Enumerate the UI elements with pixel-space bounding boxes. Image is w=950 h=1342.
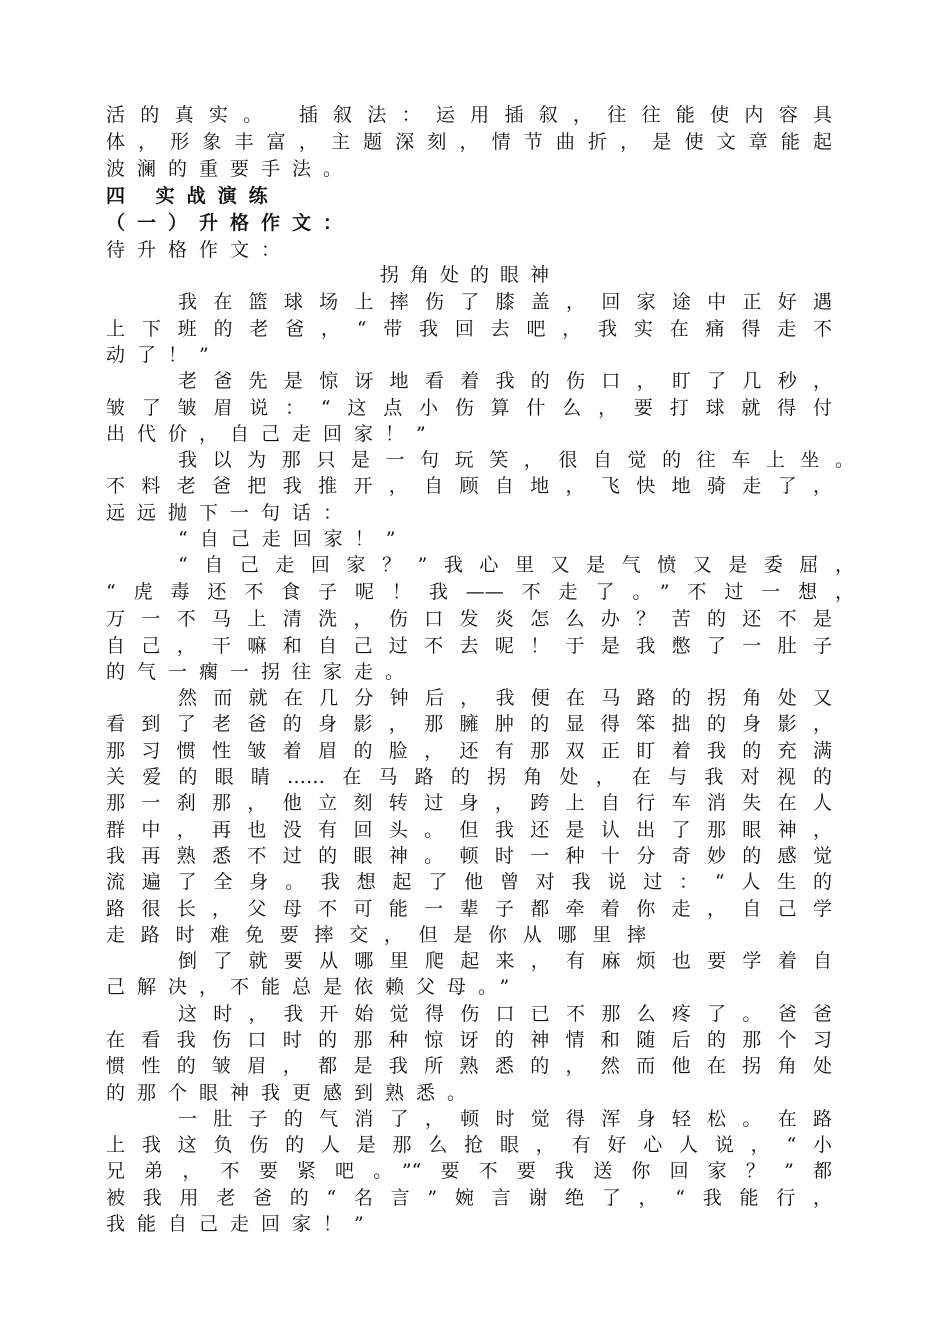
paragraph-line: 我在篮球场上摔伤了膝盖，回家途中正好遇 — [178, 291, 832, 313]
paragraph-line: 我以为那只是一句玩笑，很自觉的往车上坐。 — [178, 449, 854, 471]
paragraph-line: “自己走回家？”我心里又是气愤又是委屈， — [178, 554, 854, 576]
paragraph-line: “自己走回家！” — [178, 528, 408, 550]
paragraph-line: 路很长，父母不可能一辈子都牵着你走，自己学 — [106, 898, 832, 920]
paragraph-line: 的气一瘸一拐往家走。 — [106, 661, 417, 683]
paragraph-line: 倒了就要从哪里爬起来，有麻烦也要学着自 — [178, 950, 832, 972]
paragraph-line: “虎毒还不食子呢！我——不走了。”不过一想， — [106, 581, 854, 603]
subsection-heading: （一）升格作文： — [106, 212, 355, 234]
paragraph-line: 动了！” — [106, 344, 221, 366]
paragraph-line: 被我用老爸的“名言”婉言谢绝了，“我能行， — [106, 1187, 832, 1209]
paragraph-line: 我再熟悉不过的眼神。顿时一种十分奇妙的感觉 — [106, 845, 832, 867]
paragraph-line: 群中，再也没有回头。但我还是认出了那眼神， — [106, 819, 832, 841]
text-line: 体，形象丰富，主题深刻，情节曲折，是使文章能起 — [106, 131, 832, 153]
paragraph-line: 这时，我开始觉得伤口已不那么疼了。爸爸 — [178, 1003, 832, 1025]
paragraph-line: 皱了皱眉说：“这点小伤算什么，要打球就得付 — [106, 397, 832, 419]
paragraph-line: 那一刹那，他立刻转过身，跨上自行车消失在人 — [106, 792, 832, 814]
paragraph-line: 的那个眼神我更感到熟悉。 — [106, 1082, 479, 1104]
paragraph-line: 万一不马上清洗，伤口发炎怎么办？苦的还不是 — [106, 608, 832, 630]
text-line: 波澜的重要手法。 — [106, 158, 355, 180]
paragraph-line: 那习惯性皱着眉的脸，还有那双正盯着我的充满 — [106, 740, 832, 762]
essay-title: 拐角处的眼神 — [380, 264, 561, 286]
paragraph-line: 我能自己走回家！” — [106, 1213, 376, 1235]
text-line: 待升格作文： — [106, 239, 293, 261]
paragraph-line: 流遍了全身。我想起了他曾对我说过：“人生的 — [106, 871, 832, 893]
paragraph-line: 上我这负伤的人是那么抢眼，有好心人说，“小 — [106, 1134, 832, 1156]
paragraph-line: 看到了老爸的身影，那臃肿的显得笨拙的身影， — [106, 713, 832, 735]
paragraph-line: 然而就在几分钟后，我便在马路的拐角处又 — [178, 687, 832, 709]
section-heading: 四 实战演练 — [106, 185, 280, 207]
paragraph-line: 在看我伤口时的那种惊讶的神情和随后的那个习 — [106, 1029, 832, 1051]
paragraph-line: 老爸先是惊讶地看着我的伤口，盯了几秒， — [178, 370, 832, 392]
paragraph-line: 上下班的老爸，“带我回去吧，我实在痛得走不 — [106, 318, 832, 340]
paragraph-line: 己解决，不能总是依赖父母。” — [106, 976, 522, 998]
paragraph-line: 不料老爸把我推开，自顾自地，飞快地骑走了， — [106, 475, 832, 497]
paragraph-line: 一肚子的气消了，顿时觉得浑身轻松。在路 — [178, 1108, 832, 1130]
paragraph-line: 出代价，自己走回家！” — [106, 423, 438, 445]
paragraph-line: 走路时难免要摔交，但是你从哪里摔 — [106, 924, 646, 946]
paragraph-line: 兄弟，不要紧吧。”“要不要我送你回家？”都 — [106, 1160, 832, 1182]
text-line: 活的真实。 插叙法：运用插叙，往往能使内容具 — [106, 104, 832, 126]
paragraph-line: 惯性的皱眉，都是我所熟悉的，然而他在拐角处 — [106, 1055, 832, 1077]
paragraph-line: 远远抛下一句话： — [106, 502, 355, 524]
paragraph-line: 关爱的眼睛……在马路的拐角处，在与我对视的 — [106, 766, 832, 788]
paragraph-line: 自己，干嘛和自己过不去呢！于是我憋了一肚子 — [106, 635, 832, 657]
